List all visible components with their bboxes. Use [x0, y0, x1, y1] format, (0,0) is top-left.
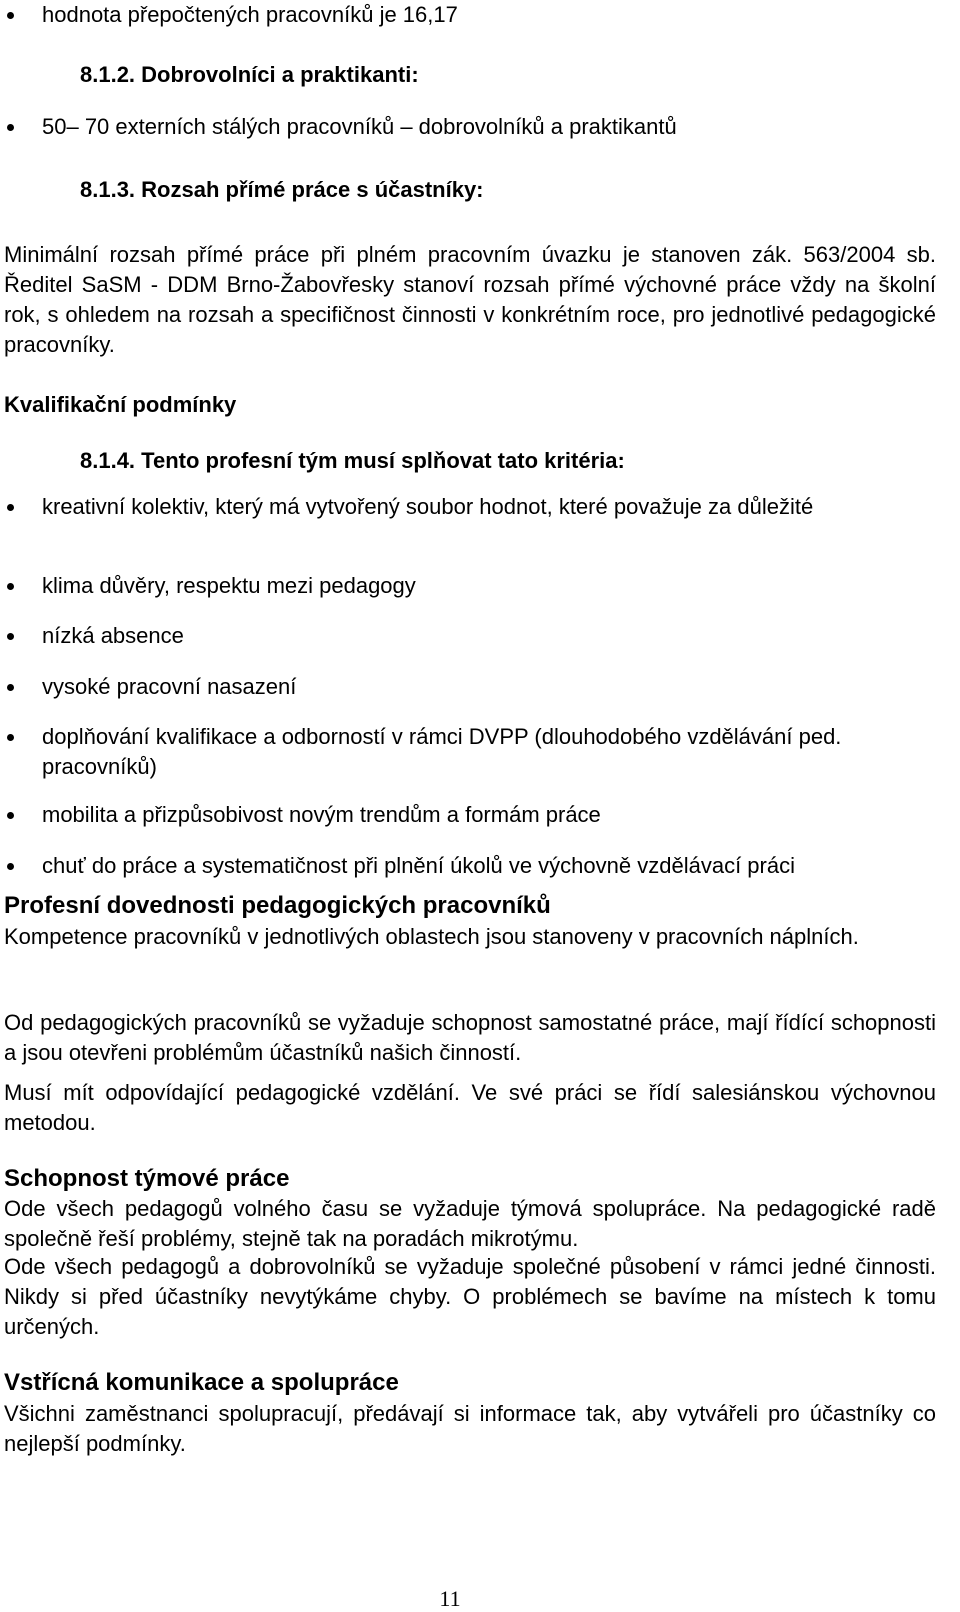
list-item-text: hodnota přepočtených pracovníků je 16,17 [42, 2, 458, 27]
list-item-text: doplňování kvalifikace a odborností v rámci DVPP (dlouhodobého vzdělávání ped. pracovníků) [42, 724, 842, 779]
list-item-text: chuť do práce a systematičnost při plnění úkolů ve výchovně vzdělávací práci [42, 853, 795, 878]
bullet-icon [7, 812, 14, 819]
bullet-icon [7, 863, 14, 870]
section-heading-814: 8.1.4. Tento profesní tým musí splňovat tato kritéria: [80, 448, 625, 473]
paragraph-tym-1: Ode všech pedagogů volného času se vyžaduje týmová spolupráce. Na pedagogické radě společně řeší problémy, stejně tak na poradách mikrotýmu. [4, 1196, 936, 1251]
bullet-icon [7, 12, 14, 19]
bullet-icon [7, 684, 14, 691]
paragraph-tym-2: Ode všech pedagogů a dobrovolníků se vyžaduje společné působení v rámci jedné činnosti. Nikdy si před účastníky nevytýkáme chyby. O problémech se bavíme na místech k tomu určených. [4, 1254, 936, 1339]
paragraph-vzdelani: Musí mít odpovídající pedagogické vzdělání. Ve své práci se řídí salesiánskou výchovnou metodou. [4, 1080, 936, 1135]
bullet-icon [7, 633, 14, 640]
list-item-text: klima důvěry, respektu mezi pedagogy [42, 573, 416, 598]
list-item-text: vysoké pracovní nasazení [42, 674, 297, 699]
paragraph-813: Minimální rozsah přímé práce při plném pracovním úvazku je stanoven zák. 563/2004 sb. Ředitel SaSM - DDM Brno-Žabovřesky stanoví rozsah přímé výchovné práce vždy na školní rok, s ohledem na rozsah a specifičnost činnosti v konkrétním roce, pro jednotlivé pedagogické pracovníky. [4, 242, 936, 357]
paragraph-komunikace: Všichni zaměstnanci spolupracují, předávají si informace tak, aby vytvářeli pro účastníky co nejlepší podmínky. [4, 1401, 936, 1456]
heading-profesni-dovednosti: Profesní dovednosti pedagogických pracovníků [4, 892, 551, 919]
paragraph-kompetence: Kompetence pracovníků v jednotlivých oblastech jsou stanoveny v pracovních náplních. [4, 924, 859, 949]
heading-kvalifikacni-podminky: Kvalifikační podmínky [4, 392, 237, 417]
bullet-icon [7, 734, 14, 741]
section-heading-812: 8.1.2. Dobrovolníci a praktikanti: [80, 62, 419, 87]
list-item-text: nízká absence [42, 623, 184, 648]
list-item-text: mobilita a přizpůsobivost novým trendům a formám práce [42, 802, 601, 827]
bullet-icon [7, 583, 14, 590]
section-heading-813: 8.1.3. Rozsah přímé práce s účastníky: [80, 177, 484, 202]
list-item-text: kreativní kolektiv, který má vytvořený soubor hodnot, které považuje za důležité [42, 494, 814, 519]
page-number: 11 [439, 1586, 461, 1611]
bullet-icon [7, 504, 14, 511]
list-item-text: 50– 70 externích stálých pracovníků – dobrovolníků a praktikantů [42, 114, 677, 139]
paragraph-schopnost: Od pedagogických pracovníků se vyžaduje schopnost samostatné práce, mají řídící schopnosti a jsou otevřeni problémům účastníků našich činností. [4, 1010, 936, 1065]
heading-tymova-prace: Schopnost týmové práce [4, 1165, 290, 1192]
bullet-icon [7, 124, 14, 131]
heading-komunikace: Vstřícná komunikace a spolupráce [4, 1369, 399, 1396]
